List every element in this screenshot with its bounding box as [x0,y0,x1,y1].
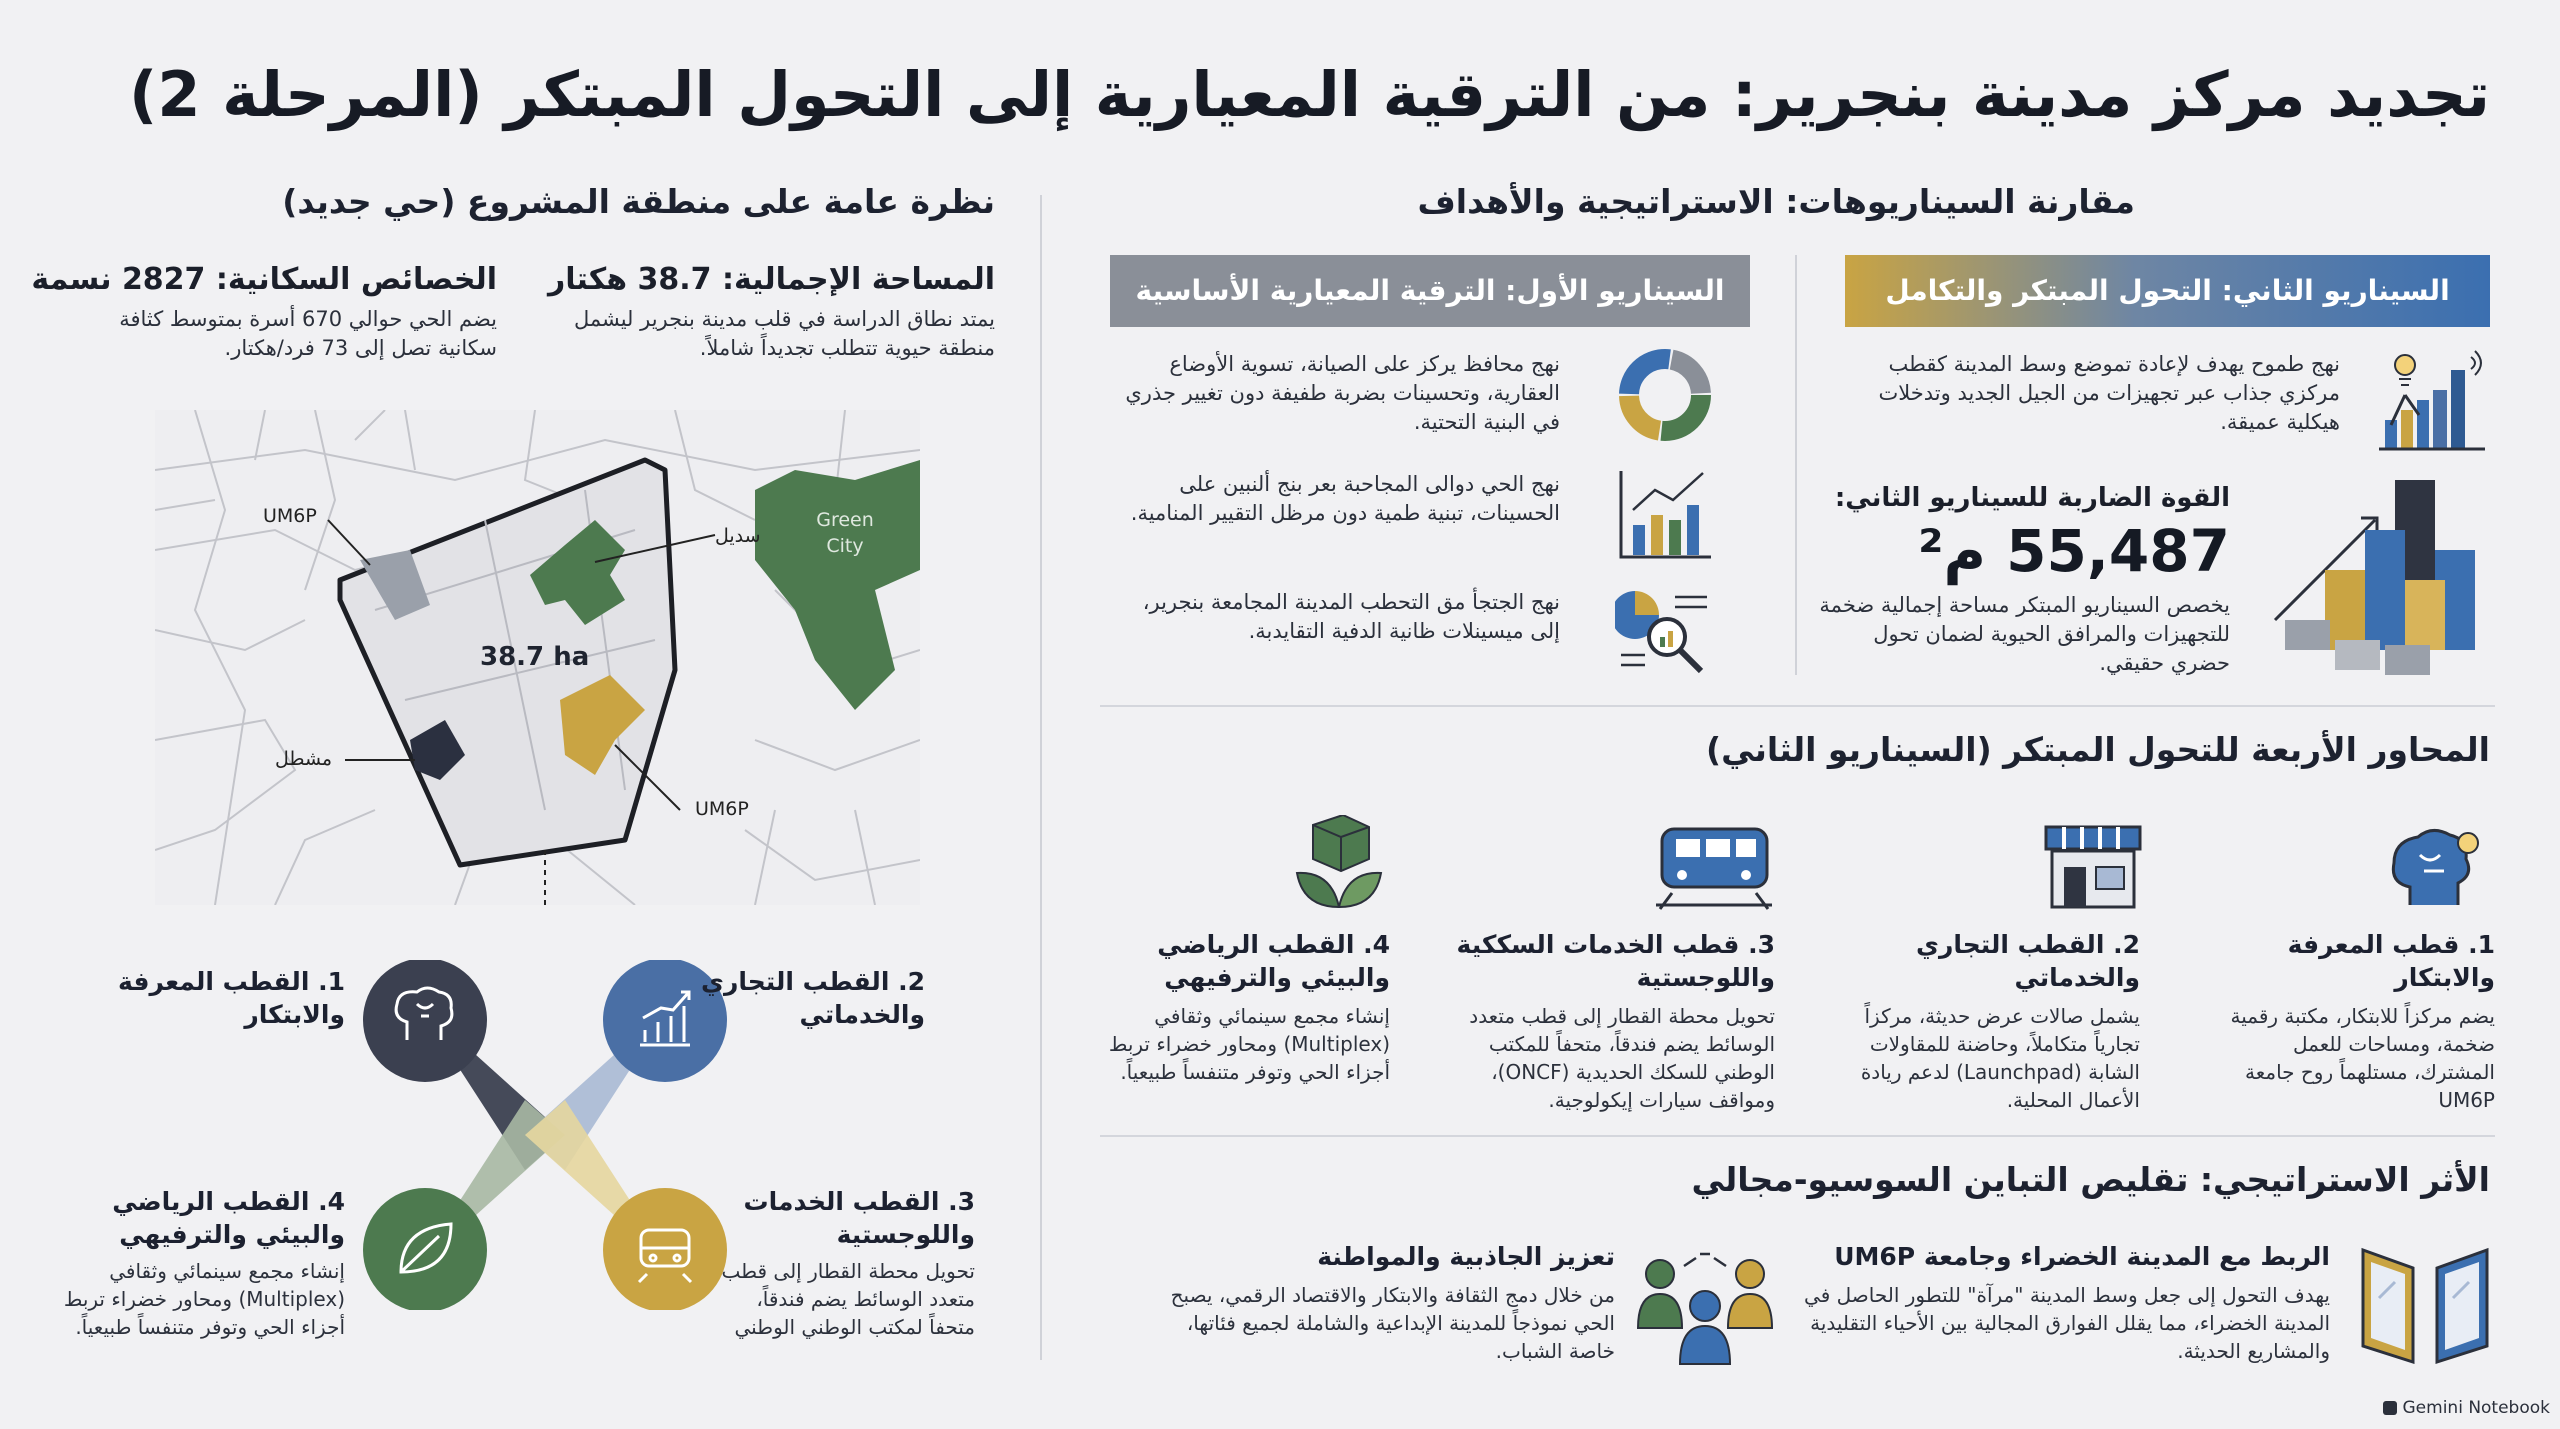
population-title: الخصائص السكانية: 2827 نسمة [31,262,497,297]
bar-chart-icon [1615,465,1715,565]
scenario1-banner: السيناريو الأول: الترقية المعيارية الأساسية [1110,255,1750,327]
footer-brand-text: Gemini Notebook [2402,1398,2550,1418]
impact-2 [1155,1240,1615,1365]
axis-2-title: 2. القطب التجاري والخدماتي [1916,930,2140,992]
mirror-icon [2355,1238,2495,1368]
scenario2-intro [1870,350,2340,437]
axis-4-title: 4. القطب الرياضي والبيئي والترفيهي [1157,930,1390,992]
area-text: يمتد نطاق الدراسة في قلب مدينة بنجرير ليشمل منطقة حيوية تتطلب تجديداً شاملاً. [573,307,995,360]
pole-4-text: إنشاء مجمع سينمائي وثقافي (Multiplex) ومحاور خضراء تربط أجزاء الحي وتوفر متنفساً طبيعياً. [63,1259,345,1339]
power-value: 55,487 م² [1918,517,2230,585]
axis-3 [1440,928,1775,1114]
gemini-logo-icon [2383,1401,2397,1415]
axis-3-title: 3. قطب الخدمات السككية واللوجستية [1456,930,1775,992]
scenario2-power [1810,483,2230,678]
project-map [155,410,920,905]
axis-4-text: إنشاء مجمع سينمائي وثقافي (Multiplex) ومحاور خضراء تربط أجزاء الحي وتوفر متنفساً طبيعياً. [1108,1004,1390,1084]
scenario1-item-3[interactable] [1120,588,1560,646]
map-label-um6p-top: UM6P [263,505,317,527]
impact-1 [1770,1240,2330,1365]
scenario1-item-1[interactable] [1120,350,1560,437]
innovation-icon [2375,345,2495,455]
column-divider [1040,195,1042,1360]
axis-1-text: يضم مركزاً للابتكار، مكتبة رقمية ضخمة، ومساحات للعمل المشترك، مستلهماً روح جامعة UM6P [2230,1004,2495,1112]
pole-3-title: 3. القطب الخدمات واللوجستية [743,1187,975,1249]
axis-icon-3 [1652,815,1777,915]
power-title: القوة الضاربة للسيناريو الثاني: [1834,483,2230,513]
map-area-label: 38.7 ha [480,642,590,672]
map-label-um6p-bottom: UM6P [695,798,749,820]
pole-3-text: تحويل محطة القطار إلى قطب متعدد الوسائط يضم فندقاً، متحفاً لمكتب الوطني الوطني [721,1259,975,1339]
map-label-green-city: Green City [816,509,874,557]
axis-icon-1 [2380,815,2490,915]
pole-1 [115,965,345,1031]
axis-1-title: 1. قطب المعرفة والابتكار [2287,930,2495,992]
comparison-heading: مقارنة السيناريوهات: الاستراتيجية والأهداف [1417,182,2135,221]
axes-divider [1100,705,2495,707]
impact-1-title: الربط مع المدينة الخضراء وجامعة UM6P [1834,1242,2330,1271]
analysis-icon [1615,585,1715,685]
scenario1-item-1-text: نهج محافظ يركز على الصيانة، تسوية الأوضاع العقارية، وتحسينات بضربة طفيفة دون تغيير جذري في البنية التحتية. [1125,352,1560,434]
axis-1 [2225,928,2495,1114]
axis-2 [1830,928,2140,1114]
pole-2 [695,965,925,1031]
axes-heading: المحاور الأربعة للتحول المبتكر (السيناريو الثاني) [1706,730,2490,769]
map-label-mshtl: مشطل [275,748,333,770]
scenario-divider [1795,255,1797,675]
population-text: يضم الحي حوالي 670 أسرة بمتوسط كثافة سكانية تصل إلى 73 فرد/هكتار. [119,307,497,360]
axis-icon-2 [2038,815,2148,915]
overview-heading: نظرة عامة على منطقة المشروع (حي جديد) [282,182,995,221]
footer-brand [2383,1398,2551,1418]
donut-chart-icon [1615,345,1715,445]
scenario1-item-3-text: نهج الجتجأ مق التحطب المدينة المجامعة بنجرير، إلى ميسينلات ظانية الدفية التقايدبة. [1142,590,1560,643]
impact-divider [1100,1135,2495,1137]
scenario1-item-2[interactable] [1120,470,1560,528]
population-stat [31,262,497,363]
scenario2-banner: السيناريو الثاني: التحول المبتكر والتكامل [1845,255,2490,327]
area-title: المساحة الإجمالية: 38.7 هكتار [548,262,995,297]
area-stat [548,262,995,363]
pole-3 [720,1185,975,1341]
scenario2-text: نهج طموح يهدف لإعادة تموضع وسط المدينة كقطب مركزي جذاب عبر تجهيزات من الجيل الجديد وتدخلات هيكلية عميقة. [1878,352,2340,434]
pole-4-title: 4. القطب الرياضي والبيئي والترفيهي [112,1187,345,1249]
poles-diagram [355,960,735,1310]
impact-1-text: يهدف التحول إلى جعل وسط المدينة "مرآة" للتطور الحاصل في المدينة الخضراء، مما يقلل الفوارق المجالية بين الأحياء التقليدية والمشاريع الحديثة. [1804,1283,2330,1363]
impact-2-title: تعزيز الجاذبية والمواطنة [1317,1242,1615,1271]
pole-circle-knowledge [363,960,487,1082]
scenario1-item-2-text: نهج الحي دوالى المجا‌حبة بعر بنج ألنبين على الحسينات، تبنية طمية دون مرظل التقيير المنامية. [1130,472,1560,525]
axis-3-text: تحويل محطة القطار إلى قطب متعدد الوسائط يضم فندقاً، متحفاً للمكتب الوطني للسكك الحديدية (ONCF)، ومواقف سيارات إيكولوجية. [1469,1004,1775,1112]
pole-2-title: 2. القطب التجاري والخدماتي [701,967,925,1029]
axis-4 [1095,928,1390,1086]
people-icon [1630,1248,1780,1368]
power-text: يخصص السيناريو المبتكر مساحة إجمالية ضخمة للتجهيزات والمرافق الحيوية لضمان تحول حضري حقيقي. [1819,593,2230,675]
poles-x-svg [355,960,735,1310]
impact-heading: الأثر الاستراتيجي: تقليص التباين السوسيو-مجالي [1691,1160,2490,1199]
growth-blocks-icon [2265,470,2500,685]
pole-4 [55,1185,345,1341]
page-title: تجديد مركز مدينة بنجرير: من الترقية المعيارية إلى التحول المبتكر (المرحلة 2) [129,58,2490,131]
impact-2-text: من خلال دمج الثقافة والابتكار والاقتصاد الرقمي، يصبح الحي نموذجاً للمدينة الإبداعية والشاملة لجميع فئاتها، خاصة الشباب. [1170,1283,1615,1363]
pole-1-title: 1. القطب المعرفة والابتكار [118,967,345,1029]
axis-icon-4 [1283,815,1393,915]
axis-2-text: يشمل صالات عرض حديثة، مركزاً تجارياً متكاملاً، وحاضنة للمقاولات الشابة (Launchpad) لدعم ريادة الأعمال المحلية. [1860,1004,2140,1112]
map-label-sdyl: سديل [715,525,761,547]
